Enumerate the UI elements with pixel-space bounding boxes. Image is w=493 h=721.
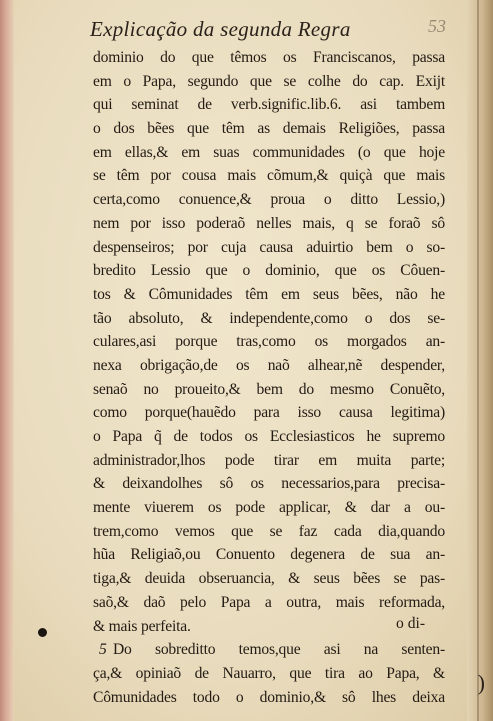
running-head: Explicação da segunda Regra xyxy=(90,17,351,41)
catchword: o di- xyxy=(396,615,426,632)
text-line: & mais perfeita. xyxy=(93,617,191,635)
text-line: o Papa q̃ de todos os Ecclesiasticos he supremo xyxy=(93,428,445,445)
text-line: como porque(hauẽdo para isso causa legitima) xyxy=(93,404,445,422)
text-line: tos & Cômunidades têm em seus bẽes, não he xyxy=(93,285,445,303)
text-line: dominio do que têmos os Franciscanos, passa xyxy=(93,49,445,66)
text-line: em o Papa, segundo que se colhe do cap. Exijt xyxy=(93,72,445,90)
text-line: & deixandolhes sô os necessarios,para precisa- xyxy=(93,475,445,493)
text-line: nem por isso poderaõ nelles mais, q se foraõ sô xyxy=(93,214,445,232)
text-line: certa,como conuence,& proua o ditto Lessio,) xyxy=(93,191,445,209)
text-line: administrador,lhos pode tirar em muita parte; xyxy=(93,451,445,469)
text-line: despenseiros; por cuja causa aduirtio bem o so- xyxy=(93,238,445,256)
folio-number: 53 xyxy=(428,16,446,36)
page-fore-edge xyxy=(467,0,493,721)
text-line: tão absoluto, & independente,como o dos se- xyxy=(93,309,445,327)
body-text xyxy=(93,46,445,709)
text-line: tiga,& deuida obseruancia, & seus bẽes se pas- xyxy=(93,570,445,588)
text-line: mente viuerem os pode applicar, & dar a ou- xyxy=(93,499,445,517)
paragraph-start-line xyxy=(93,638,445,662)
text-line: se têm por cousa mais cõmum,& quiçà que mais xyxy=(93,167,445,185)
ink-blot xyxy=(38,628,47,637)
text-line: qui seminat de verb.signific.lib.6. asi tambem xyxy=(93,96,445,114)
paragraph-number: 5 xyxy=(99,641,107,659)
text-line: em ellas,& em suas communidades (o que hoje xyxy=(93,143,445,161)
text-line: hũa Religiaõ,ou Conuento degenera de sua an- xyxy=(93,546,445,564)
text-line: ça,& opiniaõ de Nauarro, que tira ao Papa, & xyxy=(93,664,445,682)
text-line: bredito Lessio que o dominio, que os Côuen- xyxy=(93,262,445,280)
text-line: o dos bẽes que têm as demais Religiões, passa xyxy=(93,120,445,138)
text-line: senaõ no proueito,& bem do mesmo Conuẽto, xyxy=(93,380,445,398)
text-line: Do sobreditto temos,que asi na senten- xyxy=(113,641,445,659)
gutter-edge xyxy=(0,0,14,721)
text-line: nexa obrigação,de os naõ alhear,nẽ despender, xyxy=(93,356,445,374)
text-line: Cômunidades todo o dominio,& sô lhes deixa xyxy=(93,688,445,706)
margin-mark: ) xyxy=(477,670,485,695)
text-line: trem,como vemos que se faz cada dia,quando xyxy=(93,522,445,540)
text-line: culares,asi porque tras,como os morgados an- xyxy=(93,333,445,351)
text-line: saõ,& daõ pelo Papa a outra, mais reformada, xyxy=(93,593,445,611)
